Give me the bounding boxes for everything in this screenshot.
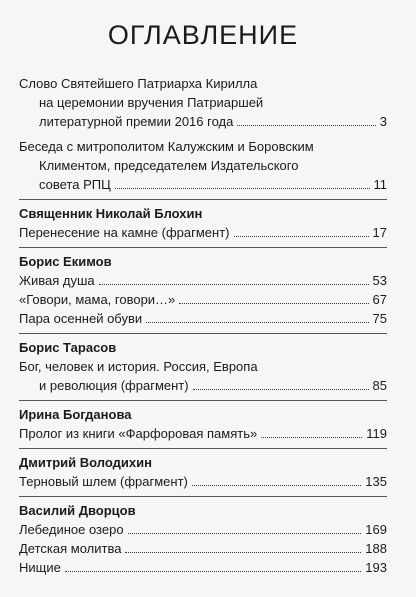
page-number: 17: [372, 225, 387, 240]
page-number: 75: [372, 311, 387, 326]
author-name: Василий Дворцов: [19, 503, 136, 518]
entry-title: Бог, человек и история. Россия, Европа: [19, 359, 258, 374]
toc-entry: [19, 223, 387, 242]
toc-entry: [19, 424, 387, 443]
dot-leader: [125, 552, 361, 553]
dot-leader: [234, 236, 369, 237]
entry-title: Перенесение на камне (фрагмент): [19, 225, 230, 240]
page-number: 53: [372, 273, 387, 288]
page-number: 119: [366, 426, 387, 441]
toc-entry: [19, 309, 387, 328]
page-number: 169: [365, 522, 387, 537]
page-title: ОГЛАВЛЕНИЕ: [107, 20, 299, 50]
author-name: Дмитрий Володихин: [19, 455, 152, 470]
toc-entry: [19, 539, 387, 558]
entry-title: Лебединое озеро: [19, 522, 124, 537]
entry-title: Пара осенней обуви: [19, 311, 143, 326]
dot-leader: [65, 571, 361, 572]
entry-line: литературной премии 2016 года: [39, 114, 234, 129]
entry-title: Пролог из книги «Фарфоровая память»: [19, 426, 258, 441]
entry-title: «Говори, мама, говори…»: [19, 292, 176, 307]
section-divider: [19, 333, 387, 334]
section-divider: [19, 400, 387, 401]
entry-title: Нищие: [19, 560, 61, 575]
dot-leader: [261, 437, 362, 438]
author-name: Борис Тарасов: [19, 340, 117, 355]
entry-line: Беседа с митрополитом Калужским и Боровским: [19, 139, 314, 154]
page-number: 85: [372, 378, 387, 393]
toc-entry: [19, 376, 387, 395]
section-divider: [19, 199, 387, 200]
entry-line: совета РПЦ: [39, 177, 111, 192]
entry-title: Живая душа: [19, 273, 95, 288]
toc-entry: [19, 290, 387, 309]
dot-leader: [193, 389, 369, 390]
dot-leader: [146, 322, 368, 323]
dot-leader: [99, 284, 369, 285]
toc-entry: [19, 558, 387, 577]
page-number: 135: [365, 474, 387, 489]
page-number: 188: [365, 541, 387, 556]
entry-line: Слово Святейшего Патриарха Кирилла: [19, 76, 258, 91]
dot-leader: [237, 125, 375, 126]
author-name: Ирина Богданова: [19, 407, 132, 422]
dot-leader: [128, 533, 362, 534]
toc-entry-intro-2: [19, 137, 387, 194]
toc-entry-intro-1: [19, 74, 387, 131]
page-number: 11: [373, 177, 387, 192]
toc-entry: [19, 271, 387, 290]
page-number: 67: [372, 292, 387, 307]
table-of-contents: [19, 20, 387, 577]
dot-leader: [179, 303, 368, 304]
entry-title: Терновый шлем (фрагмент): [19, 474, 188, 489]
toc-entry: [19, 520, 387, 539]
entry-title-continued: и революция (фрагмент): [39, 378, 189, 393]
dot-leader: [192, 485, 361, 486]
section-divider: [19, 448, 387, 449]
entry-title: Детская молитва: [19, 541, 122, 556]
entry-line: Климентом, председателем Издательского: [39, 158, 299, 173]
page-number: 193: [365, 560, 387, 575]
toc-entry: [19, 472, 387, 491]
author-name: Борис Екимов: [19, 254, 112, 269]
author-name: Священник Николай Блохин: [19, 206, 203, 221]
section-divider: [19, 496, 387, 497]
page-number: 3: [379, 114, 387, 129]
section-divider: [19, 247, 387, 248]
entry-line: на церемонии вручения Патриаршей: [39, 95, 264, 110]
dot-leader: [115, 188, 370, 189]
